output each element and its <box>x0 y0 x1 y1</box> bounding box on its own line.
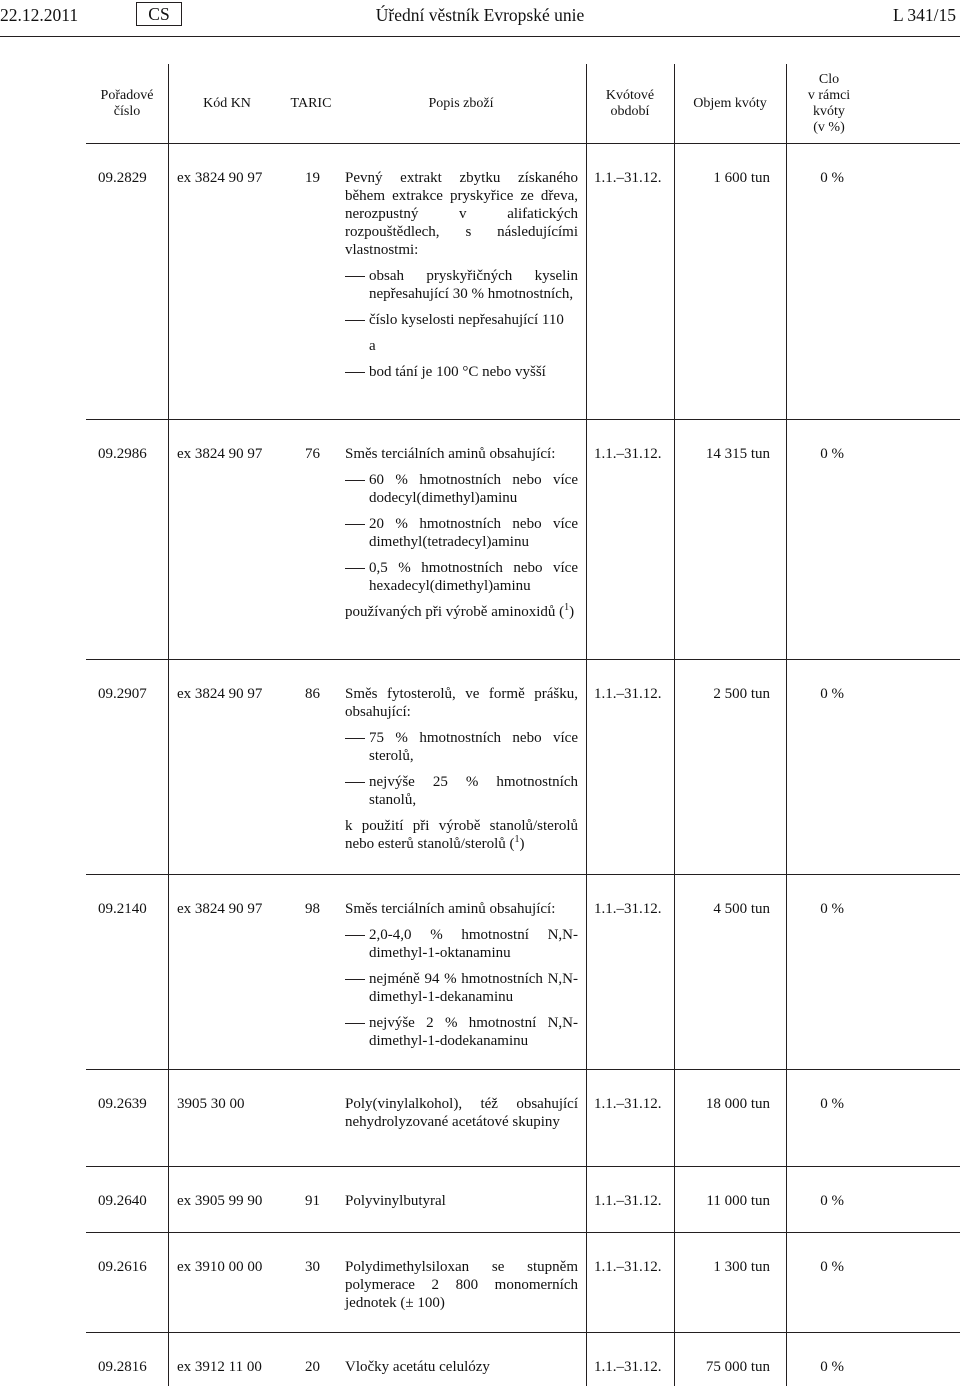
list-item-text: nejméně 94 % hmotnostních N,N-dimethyl-1-dekanaminu <box>369 971 578 1005</box>
outro-text-end: ) <box>519 836 525 852</box>
table-row <box>86 1233 960 1333</box>
col-header-period: Kvótové období <box>605 88 655 119</box>
table-row <box>86 875 960 1070</box>
description-intro: Vločky acetátu celulózy <box>345 1359 490 1375</box>
list-item-text: bod tání je 100 °C nebo vyšší <box>369 364 546 380</box>
quota-volume: 75 000 tun <box>705 1359 770 1375</box>
in-quota-duty: 0 % <box>820 1193 844 1209</box>
list-item-text: 60 % hmotnostních nebo více dodecyl(dimethyl)aminu <box>369 472 578 506</box>
list-item-text: nejvýše 25 % hmotnostních stanolů, <box>369 774 578 808</box>
quota-period: 1.1.–31.12. <box>594 1359 662 1375</box>
dash-bullet <box>345 524 365 525</box>
list-item-text: nejvýše 2 % hmotnostní N,N-dimethyl-1-dodekanaminu <box>369 1015 578 1049</box>
goods-description <box>345 1258 578 1320</box>
in-quota-duty: 0 % <box>820 170 844 186</box>
order-number: 09.2986 <box>98 446 147 462</box>
column-rule <box>786 64 787 144</box>
dash-bullet <box>345 480 365 481</box>
in-quota-duty: 0 % <box>820 686 844 702</box>
list-item-text: obsah pryskyřičných kyselin nepřesahující 30 % hmotnostních, <box>369 268 578 302</box>
order-number: 09.2816 <box>98 1359 147 1375</box>
dash-bullet <box>345 320 365 321</box>
goods-description <box>345 900 578 1058</box>
language-badge: CS <box>136 2 182 26</box>
order-number: 09.2616 <box>98 1259 147 1275</box>
quota-volume: 4 500 tun <box>713 901 770 917</box>
description-intro: Polyvinylbutyral <box>345 1193 446 1209</box>
goods-description <box>345 445 578 621</box>
taric-code: 86 <box>305 686 320 702</box>
col-header-taric: TARIC <box>290 96 332 111</box>
description-intro: Směs terciálních aminů obsahující: <box>345 901 556 917</box>
list-item-text: 75 % hmotnostních nebo více sterolů, <box>369 730 578 764</box>
quota-period: 1.1.–31.12. <box>594 1193 662 1209</box>
goods-description <box>345 1095 578 1139</box>
list-item-text: 0,5 % hmotnostních nebo více hexadecyl(dimethyl)aminu <box>369 560 578 594</box>
cn-code: ex 3905 99 90 <box>177 1193 263 1209</box>
col-header-kn: Kód KN <box>203 96 251 111</box>
cn-code: ex 3824 90 97 <box>177 446 263 462</box>
column-rule <box>586 64 587 144</box>
in-quota-duty: 0 % <box>820 901 844 917</box>
quota-period: 1.1.–31.12. <box>594 1096 662 1112</box>
goods-description <box>345 1192 578 1218</box>
in-quota-duty: 0 % <box>820 446 844 462</box>
footnote-ref: 1 <box>564 602 570 613</box>
order-number: 09.2140 <box>98 901 147 917</box>
taric-code: 30 <box>305 1259 320 1275</box>
dash-bullet <box>345 276 365 277</box>
description-intro: Směs terciálních aminů obsahující: <box>345 446 556 462</box>
column-rule <box>674 64 675 144</box>
order-number: 09.2640 <box>98 1193 147 1209</box>
col-header-desc: Popis zboží <box>428 96 494 111</box>
table-row <box>86 420 960 660</box>
description-list-item <box>345 1014 578 1050</box>
description-list-item <box>345 729 578 765</box>
table-header <box>86 64 960 144</box>
dash-bullet <box>345 782 365 783</box>
description-intro: Pevný extrakt zbytku získaného během extrakce pryskyřice ze dřeva, nerozpustný v alifatických rozpouštědlech, s následujícími vlastnostmi: <box>345 170 578 258</box>
page-number: L 341/15 <box>892 5 956 25</box>
description-intro: Směs fytosterolů, ve formě prášku, obsahující: <box>345 686 578 720</box>
taric-code: 98 <box>305 901 320 917</box>
dash-bullet <box>345 738 365 739</box>
goods-description <box>345 1358 578 1384</box>
taric-code: 76 <box>305 446 320 462</box>
cn-code: 3905 30 00 <box>177 1096 245 1112</box>
quota-volume: 1 300 tun <box>713 1259 770 1275</box>
col-header-volume: Objem kvóty <box>693 96 767 111</box>
header-date: 22.12.2011 <box>0 5 79 25</box>
quota-period: 1.1.–31.12. <box>594 446 662 462</box>
journal-title: Úřední věstník Evropské unie <box>375 5 585 25</box>
quota-period: 1.1.–31.12. <box>594 686 662 702</box>
in-quota-duty: 0 % <box>820 1359 844 1375</box>
column-rule <box>168 64 169 144</box>
order-number: 09.2829 <box>98 170 147 186</box>
description-list-item <box>345 926 578 962</box>
header-rule <box>0 36 960 37</box>
description-conjunction: a <box>369 338 376 354</box>
description-list-item <box>345 559 578 595</box>
in-quota-duty: 0 % <box>820 1096 844 1112</box>
quota-volume: 11 000 tun <box>706 1193 770 1209</box>
outro-text: používaných při výrobě aminoxidů ( <box>345 604 565 620</box>
taric-code: 91 <box>305 1193 320 1209</box>
description-list-item <box>345 363 578 381</box>
description-outro <box>345 603 578 621</box>
description-list-item <box>345 311 578 329</box>
quota-period: 1.1.–31.12. <box>594 1259 662 1275</box>
page-header <box>0 0 960 40</box>
description-list-item <box>345 471 578 507</box>
cn-code: ex 3824 90 97 <box>177 170 263 186</box>
outro-text: k použití při výrobě stanolů/sterolů nebo esterů stanolů/sterolů ( <box>345 818 578 852</box>
dash-bullet <box>345 1023 365 1024</box>
table-row <box>86 660 960 875</box>
quota-volume: 2 500 tun <box>713 686 770 702</box>
quota-period: 1.1.–31.12. <box>594 901 662 917</box>
description-list-item <box>345 267 578 303</box>
description-list-item <box>345 970 578 1006</box>
order-number: 09.2907 <box>98 686 147 702</box>
quota-volume: 1 600 tun <box>713 170 770 186</box>
goods-description <box>345 685 578 853</box>
outro-text-end: ) <box>569 604 575 620</box>
dash-bullet <box>345 568 365 569</box>
order-number: 09.2639 <box>98 1096 147 1112</box>
description-list-item <box>345 515 578 551</box>
cn-code: ex 3824 90 97 <box>177 901 263 917</box>
description-list-item <box>345 773 578 809</box>
quota-volume: 14 315 tun <box>705 446 770 462</box>
in-quota-duty: 0 % <box>820 1259 844 1275</box>
dash-bullet <box>345 979 365 980</box>
table-row <box>86 1070 960 1167</box>
description-intro: Poly(vinylalkohol), též obsahující nehydrolyzované acetátové skupiny <box>345 1096 578 1130</box>
col-header-duty: Clo v rámci kvóty (v %) <box>807 72 851 135</box>
goods-description <box>345 169 578 389</box>
list-item-text: číslo kyselosti nepřesahující 110 <box>369 312 564 328</box>
taric-code: 20 <box>305 1359 320 1375</box>
table-row <box>86 1167 960 1233</box>
quota-volume: 18 000 tun <box>705 1096 770 1112</box>
dash-bullet <box>345 372 365 373</box>
list-item-text: 20 % hmotnostních nebo více dimethyl(tetradecyl)aminu <box>369 516 578 550</box>
footnote-ref: 1 <box>514 834 520 845</box>
taric-code: 19 <box>305 170 320 186</box>
cn-code: ex 3912 11 00 <box>177 1359 262 1375</box>
cn-code: ex 3910 00 00 <box>177 1259 263 1275</box>
description-intro: Polydimethylsiloxan se stupněm polymerace 2 800 monomerních jednotek (± 100) <box>345 1259 578 1311</box>
dash-bullet <box>345 935 365 936</box>
description-outro <box>345 817 578 853</box>
list-item-text: 2,0-4,0 % hmotnostní N,N-dimethyl-1-oktanaminu <box>369 927 578 961</box>
table-row <box>86 144 960 420</box>
col-header-no: Pořadové číslo <box>100 88 154 119</box>
table-row <box>86 1333 960 1386</box>
quota-period: 1.1.–31.12. <box>594 170 662 186</box>
cn-code: ex 3824 90 97 <box>177 686 263 702</box>
